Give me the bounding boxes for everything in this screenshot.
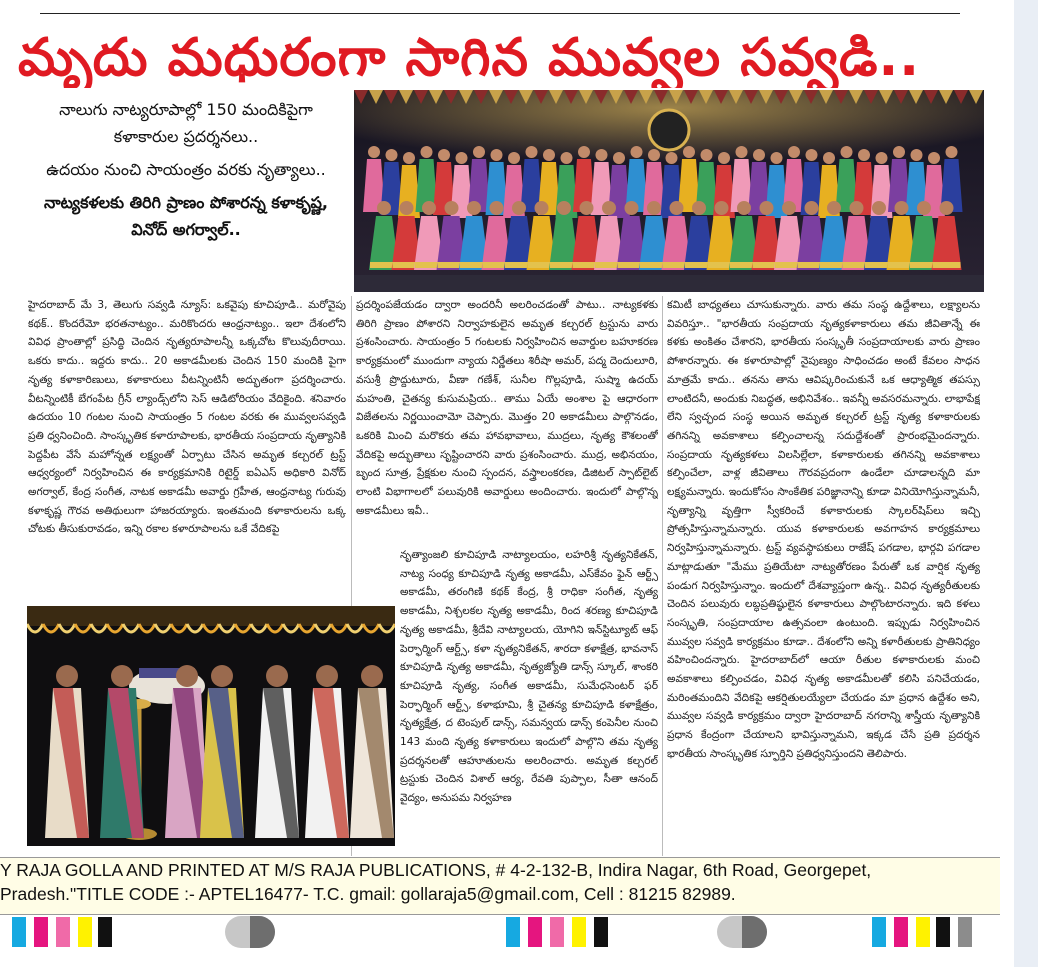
swatch-black [594,917,608,947]
article-text-2a: ప్రదర్శింపజేయడం ద్వారా అందరినీ అలరించడంతో పాటు.. నాట్యకళకు తిరిగి ప్రాణం పోశారని నిర్వాహకులైన అమృత కల్చరల్ ట్రస్టును వారు ప్రశంసించారు. సాయంత్రం 5 గంటలకు నిర్వహించిన అవార్డుల బహూకరణ కార్యక్రమంలో ముందుగా న్యాయ నిర్ణేతలు శిరీషా అమర్, పద్మ దెందులూరి, వసుశ్రీ ప్రొద్దుటూరు, వీణా గణేశ్, సునీల గొల్లపూడి, సుష్మా ఉదయ్ మహంతి, చైతన్య కుసుమప్రియ.. తాము ఏయే అంశాల పై ఆధారంగా విజేతలను నిర్ణయించామో చెప్పారు. మొత్తం 20 అకాడమీలు పాల్గొనడం, ఒకరికి మించి మరొకరు తమ హావభావాలు, ముద్రలు, నృత్య కౌశలంతో వేదికపై అద్భుతాలు సృష్టించారని వారు ప్రశంసించారు. ముద్ర, అభినయం, బృంద సూత్ర, ప్రేక్షకుల నుంచి స్పందన, వస్త్రాలంకరణ, డిజిటల్ స్పాట్‌లైట్ లాంటి విభాగాలలో పలువురికి అవార్డులు అందించారు. ఇందులో పాల్గొన్న అకాడమీలు ఇవీ.. [356,299,658,517]
swatch-cyan [506,917,520,947]
swatch-cyan [872,917,886,947]
swatch-black [936,917,950,947]
article-text-1: హైదరాబాద్ మే 3, తెలుగు సవ్వడి న్యూస్: ఒకవైపు కూచిపూడి.. మరోవైపు కథక్.. కొందరేమో భరతనాట్యం.. మరికొందరు ఆంధ్రనాట్యం.. ఇలా దేశంలోని వివిధ ప్రాంతాల్లో ప్రసిద్ధి చెందిన నృత్యరూపాలన్నీ ఒక్కచోట కొలువుదీరాయి. ఒకరు కాదు.. ఇద్దరు కాదు.. 20 అకాడమీలకు చెందిన 150 మందికి పైగా నృత్య కళాకారిణులు, కళాకారులు వీటన్నింటినీ అద్భుతంగా ప్రదర్శించారు. వీటన్నింటికీ బేగంపేట గ్రీన్ ల్యాండ్స్‌లోని సెస్ ఆడిటోరియం వేదికైంది. శనివారం ఉదయం 10 గంటల నుంచి సాయంత్రం 5 గంటల వరకు ఈ మువ్వలసవ్వడి ప్రతి ధ్వనించింది. సాంస్కృతిక కళారూపాలకు, భారతీయ సంప్రదాయ నృత్యానికి పెద్దపీట వేసే మహోన్నత లక్ష్యంతో ఏర్పాటు చేసిన అమృత కల్చరల్ ట్రస్ట్ ఆధ్వర్యంలో నిర్వహించిన ఈ కార్యక్రమానికి రిటైర్డ్ ఐఏఎస్ అధికారి వినోద్ అగర్వాల్, కేంద్ర సంగీత, నాటక అకాడమీ అవార్డు గ్రహీత, ఆంధ్రనాట్య గురువు కళాకృష్ణ గౌరవ అతిథులుగా హాజరయ్యారు. ఇంతమంది కళాకారులను ఒక్క చోటకు తీసుకురావడం, ఇన్ని రకాల కళారూపాలను ఒకే వేదికపై [28,299,346,536]
article-column-2a [356,296,658,546]
registration-mark-2 [717,916,767,948]
imprint-line-2: Pradesh."TITLE CODE :- APTEL16477- T.C. gmail: gollaraja5@gmail.com, Cell : 81215 82989. [0,884,736,904]
swatch-yellow [78,917,92,947]
headline: మృదు మధురంగా సాగిన మువ్వల సవ్వడి.. [18,28,920,88]
swatch-yellow [916,917,930,947]
swatch-pink [56,917,70,947]
swatch-grey [958,917,972,947]
imprint-footer [0,857,1000,915]
top-rule [40,13,960,14]
group-dancers-photo [354,90,984,292]
swatch-magenta [528,917,542,947]
swatch-magenta [894,917,908,947]
deck-line-2: ఉదయం నుంచి సాయంత్రం వరకు నృత్యాలు.. [46,160,326,179]
deck-block [26,96,346,298]
registration-mark-1 [225,916,275,948]
swatch-black [98,917,112,947]
deck-line-1: నాలుగు నాట్యరూపాల్లో 150 మందికిపైగా కళాకారుల ప్రదర్శనలు.. [59,100,313,146]
article-column-2b [400,546,658,856]
group-dancers-illustration [354,90,984,292]
article-text-2b: నృత్యాంజలి కూచిపూడి నాట్యాలయం, లహరిశ్రీ నృత్యనికేతన్, నాట్య సంధ్య కూచిపూడి నృత్య అకాడమీ, ఎస్‌కేవం ఫైన్ ఆర్ట్స్ అకాడమీ, తరంగిణి కథక్ కేంద్ర, శ్రీ రాధికా సంగీత, నృత్య అకాడమీ, నిశ్చలకల నృత్య అకాడమీ, రింద శరణ్య కూచిపూడి నృత్య అకాడమీ, శ్రీదేవి నాట్యాలయ, యోగిని ఇన్‌స్టిట్యూట్ ఆఫ్ పెర్ఫార్మింగ్ ఆర్ట్స్, కళా నృత్యనికేతన్, శారదా కళాక్షేత్ర, భావనాస్ కూచిపూడి నృత్య అకాడమీ, నృత్యజ్యోతి డాన్స్ స్కూల్, శాంకరి కూచిపూడి నృత్య, సంగీత అకాడమీ, సుమేధసెంటర్ ఫర్ పెర్ఫార్మింగ్ ఆర్ట్స్, కళాభూమి, శ్రీ చైతన్య కూచిపూడి కళాక్షేత్రం, నృత్యక్షేత్ర, ద టెంపుల్ డాన్స్, సమన్వయ డాన్స్ కంపెనీల నుంచి 143 మంది నృత్య కళాకారులు ఇందులో పాల్గొని తమ నృత్య ప్రదర్శనలతో ఆహూతులను అలరించారు. అమృత కల్చరల్ ట్రస్టుకు చెందిన విశాల్ ఆర్య, రేవతి పుప్పాల, సీతా ఆనంద్ వైద్యం, అనుపమ నిర్వహణ [400,549,658,805]
swatch-magenta [34,917,48,947]
article-column-3 [667,296,980,856]
article-text-3: కమిటీ బాధ్యతలు చూసుకున్నారు. వారు తమ సంస్థ ఉద్దేశాలు, లక్ష్యాలను వివరిస్తూ.. "భారతీయ సంప్రదాయ నృత్యకళాకారులు తమ జీవితాన్నే ఈ కళకు అంకితం చేశారని, భారతీయ సంస్కృతీ సంప్రదాయాలకు వారు ప్రాణం పోశారన్నారు. ఈ కళారూపాల్లో నైపుణ్యం సాధించడం అంటే కేవలం సాధన మాత్రమే కాదు.. తనను తాను ఆవిష్కరించుకునే ఒక ఆధ్యాత్మిక తపస్సు లాంటిదనీ, అందుకు నిబద్ధత, అభినివేశం.. ఇవన్నీ అవసరమన్నారు. లాభాపేక్ష లేని స్వచ్ఛంద సంస్థ అయిన అమృత కల్చరల్ ట్రస్ట్ నృత్య కళాకారులకు తగినన్ని అవకాశాలు కల్పించాలన్న సదుద్దేశంతో ప్రారంభమైందన్నారు. సంప్రదాయ నృత్యకళలు విలసిల్లేలా, కళాకారులకు తగినన్ని అవకాశాలు కల్పించేలా, వాళ్ల జీవితాలు గౌరవప్రదంగా ఉండేలా చూడాలన్నది మా లక్ష్యమన్నారు. ఇందుకోసం సాంకేతిక పరిజ్ఞానాన్ని కూడా వినియోగిస్తున్నామనీ, నృత్యాన్ని వృత్తిగా స్వీకరించే కళాకారులకు స్కాలర్‌షిప్‌లు ఇచ్చి ప్రోత్సహిస్తున్నామన్నారు. యువ కళాకారులకు అవగాహన కార్యక్రమాలు నిర్వహిస్తున్నామన్నారు. ట్రస్ట్ వ్యవస్థాపకులు రాజేష్ పగడాల, భార్గవి పగడాల మాట్లాడుతూ "మేము ప్రతియేటా నాట్యతోరణం పేరుతో ఒక వార్షిక నృత్య పండుగ నిర్వహిస్తున్నాం. ఇందులో దేశవ్యాప్తంగా ఉన్న.. వివిధ నృత్యరీతులకు చెందిన పలువురు లబ్ధప్రతిష్ఠులైన కళాకారులు పాల్గొంటారన్నారు. ఇది కళలు సంస్కృతి, సంప్రదాయాల ఉత్సవంలా ఉంటుంది. ఇప్పుడు నిర్వహించిన మువ్వల సవ్వడి కార్యక్రమం కూడా.. దేశంలోని అన్ని కళారీతులకు ప్రాతినిధ్యం వహించిందన్నారు. హైదరాబాద్‌లో ఆయా రీతుల కళాకారులకు మంచి అవకాశాలు కల్పించడం, వివిధ నృత్య అకాడమీలతో కలిసి పనిచేయడం, మరింతమందిని వేదికపై ఆకర్షితులయ్యేలా చేయడం మా ప్రధాన ఉద్దేశం అని, మువ్వల సవ్వడి కార్యక్రమం ద్వారా హైదరాబాద్ నగరాన్ని శాస్త్రీయ నృత్యానికి ప్రధాన కేంద్రంగా చేయాలని భావిస్తున్నామని, ఇక్కడ చేసే ప్రతి ప్రదర్శన భారతీయ సాంస్కృతిక స్ఫూర్తిని ప్రతిధ్వనిస్తుందని తెలిపారు. [667,299,980,760]
imprint-line-1: Y RAJA GOLLA AND PRINTED AT M/S RAJA PUBLICATIONS, # 4-2-132-B, Indira Nagar, 6th Road, Georgepet, [0,860,872,880]
lamp-lighting-illustration [27,606,395,846]
swatch-cyan [12,917,26,947]
column-rule-2 [662,296,663,856]
scan-edge-strip [1014,0,1038,967]
lamp-lighting-photo [27,606,395,846]
swatch-yellow [572,917,586,947]
article-column-1 [28,296,346,596]
deck-line-3: నాట్యకళలకు తిరిగి ప్రాణం పోశారన్న కళాకృష్ణ, వినోద్ అగర్వాల్.. [43,193,328,239]
swatch-pink [550,917,564,947]
